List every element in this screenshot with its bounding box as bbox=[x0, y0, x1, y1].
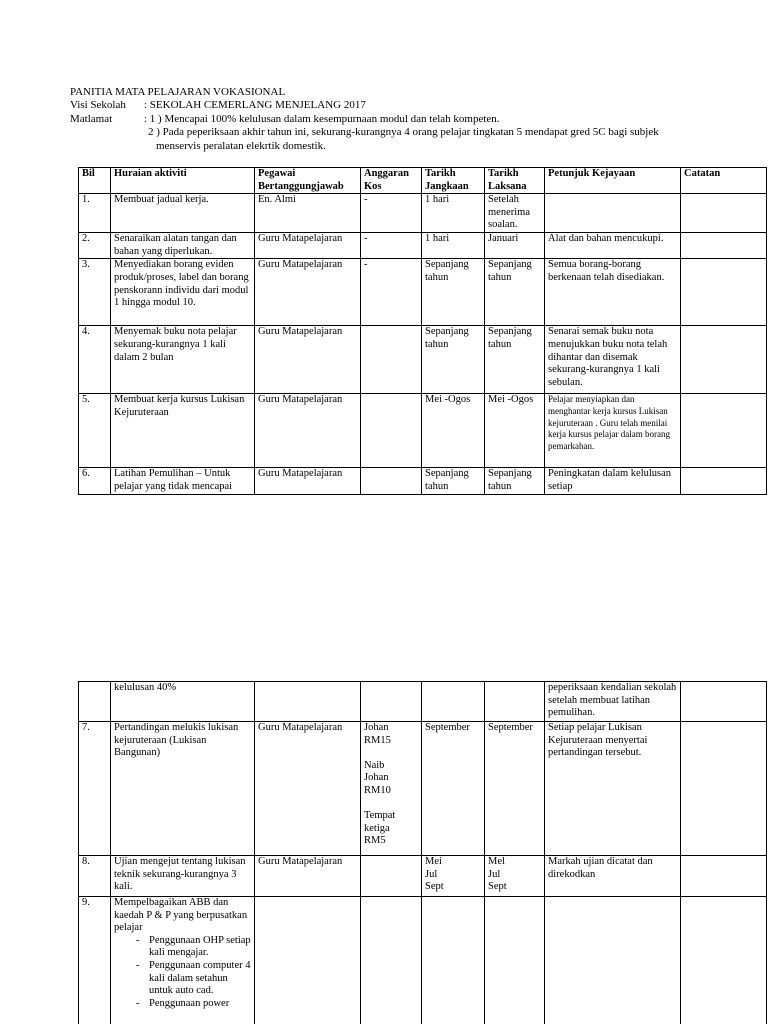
committee-title bbox=[70, 86, 746, 99]
cell-catatan bbox=[681, 394, 767, 468]
cell-jangkaan: Sepanjang tahun bbox=[422, 468, 485, 495]
cell-bil: 8. bbox=[79, 856, 111, 897]
table-row bbox=[79, 326, 767, 394]
col-header-catatan: Catatan bbox=[681, 168, 767, 194]
cell-laksana: Mel Jul Sept bbox=[485, 856, 545, 897]
cell-laksana bbox=[485, 682, 545, 722]
cell-catatan bbox=[681, 326, 767, 394]
cell-laksana: September bbox=[485, 722, 545, 856]
cell-anggaran: - bbox=[361, 194, 422, 233]
cell-anggaran: Johan RM15 Naib Johan RM10 Tempat ketiga RM5 bbox=[361, 722, 422, 856]
cell-petunjuk bbox=[545, 194, 681, 233]
cell-jangkaan bbox=[422, 897, 485, 1024]
activity-table bbox=[78, 167, 767, 495]
cell-huraian: Membuat jadual kerja. bbox=[111, 194, 255, 233]
col-header-anggaran: Anggaran Kos bbox=[361, 168, 422, 194]
table-header-row bbox=[79, 168, 767, 194]
table-row bbox=[79, 722, 767, 856]
cell-jangkaan: Mei -Ogos bbox=[422, 394, 485, 468]
cell-jangkaan: 1 hari bbox=[422, 194, 485, 233]
cell-anggaran bbox=[361, 468, 422, 495]
cell-catatan bbox=[681, 722, 767, 856]
cell-bil: 7. bbox=[79, 722, 111, 856]
cell-huraian-text: Mempelbagaikan ABB dan kaedah P & P yang berpusatkan pelajar bbox=[114, 897, 248, 934]
cell-huraian bbox=[111, 897, 255, 1024]
cell-bil: 5. bbox=[79, 394, 111, 468]
cell-anggaran: - bbox=[361, 233, 422, 259]
table-row bbox=[79, 194, 767, 233]
cell-huraian: Pertandingan melukis lukisan kejuruteraan (Lukisan Bangunan) bbox=[111, 722, 255, 856]
cell-bil bbox=[79, 682, 111, 722]
activity-table-continued bbox=[78, 681, 767, 1024]
visi-label: Visi Sekolah bbox=[70, 99, 126, 112]
table-row bbox=[79, 682, 767, 722]
cell-catatan bbox=[681, 468, 767, 495]
cell-bil: 4. bbox=[79, 326, 111, 394]
col-header-jangkaan: Tarikh Jangkaan bbox=[422, 168, 485, 194]
cell-bil: 3. bbox=[79, 259, 111, 326]
cell-catatan bbox=[681, 194, 767, 233]
cell-laksana: Sepanjang tahun bbox=[485, 326, 545, 394]
cell-laksana: Setelah menerima soalan. bbox=[485, 194, 545, 233]
committee-title-text: PANITIA MATA PELAJARAN VOKASIONAL bbox=[70, 86, 286, 98]
cell-petunjuk: Senarai semak buku nota menujukkan buku nota telah dihantar dan disemak sekurang-kurangnya 1 kali sebulan. bbox=[545, 326, 681, 394]
list-item: - Penggunaan OHP setiap kali mengajar. bbox=[136, 935, 251, 960]
cell-pegawai: Guru Matapelajaran bbox=[255, 394, 361, 468]
cell-petunjuk: Peningkatan dalam kelulusan setiap bbox=[545, 468, 681, 495]
visi-value: : SEKOLAH CEMERLANG MENJELANG 2017 bbox=[144, 99, 366, 112]
matlamat-1: : 1 ) Mencapai 100% kelulusan dalam kesempurnaan modul dan telah kompeten. bbox=[144, 112, 500, 125]
cell-huraian: Menyemak buku nota pelajar sekurang-kurangnya 1 kali dalam 2 bulan bbox=[111, 326, 255, 394]
cell-pegawai: Guru Matapelajaran bbox=[255, 259, 361, 326]
cell-jangkaan: Sepanjang tahun bbox=[422, 326, 485, 394]
cell-anggaran bbox=[361, 897, 422, 1024]
cell-bil: 2. bbox=[79, 233, 111, 259]
cell-huraian: Latihan Pemulihan – Untuk pelajar yang tidak mencapai bbox=[111, 468, 255, 495]
document-header bbox=[70, 86, 746, 153]
col-header-petunjuk: Petunjuk Kejayaan bbox=[545, 168, 681, 194]
cell-laksana: Sepanjang tahun bbox=[485, 259, 545, 326]
cell-huraian: kelulusan 40% bbox=[111, 682, 255, 722]
cell-bil: 6. bbox=[79, 468, 111, 495]
cell-jangkaan: 1 hari bbox=[422, 233, 485, 259]
table-row bbox=[79, 856, 767, 897]
cell-pegawai: Guru Matapelajaran bbox=[255, 326, 361, 394]
table-row bbox=[79, 394, 767, 468]
cell-jangkaan: September bbox=[422, 722, 485, 856]
matlamat-2b: menservis peralatan elekrtik domestik. bbox=[156, 139, 326, 152]
cell-laksana: Januari bbox=[485, 233, 545, 259]
table-row bbox=[79, 233, 767, 259]
matlamat-label: Matlamat bbox=[70, 112, 113, 125]
col-header-pegawai: Pegawai Bertanggungjawab bbox=[255, 168, 361, 194]
cell-petunjuk: Alat dan bahan mencukupi. bbox=[545, 233, 681, 259]
cell-jangkaan bbox=[422, 682, 485, 722]
cell-pegawai: Guru Matapelajaran bbox=[255, 233, 361, 259]
visi-row bbox=[70, 99, 746, 112]
cell-laksana: Mei -Ogos bbox=[485, 394, 545, 468]
cell-anggaran bbox=[361, 394, 422, 468]
cell-petunjuk: Semua borang-borang berkenaan telah disediakan. bbox=[545, 259, 681, 326]
cell-petunjuk: Markah ujian dicatat dan direkodkan bbox=[545, 856, 681, 897]
cell-pegawai: En. Almi bbox=[255, 194, 361, 233]
matlamat-row bbox=[70, 113, 746, 126]
col-header-huraian: Huraian aktiviti bbox=[111, 168, 255, 194]
cell-catatan bbox=[681, 682, 767, 722]
cell-laksana: Sepanjang tahun bbox=[485, 468, 545, 495]
cell-huraian: Ujian mengejut tentang lukisan teknik sekurang-kurangnya 3 kali. bbox=[111, 856, 255, 897]
table-row bbox=[79, 259, 767, 326]
cell-bil: 1. bbox=[79, 194, 111, 233]
cell-pegawai: Guru Matapelajaran bbox=[255, 856, 361, 897]
cell-catatan bbox=[681, 856, 767, 897]
sub-item-list bbox=[114, 935, 251, 1011]
cell-catatan bbox=[681, 259, 767, 326]
cell-petunjuk bbox=[545, 897, 681, 1024]
cell-anggaran bbox=[361, 856, 422, 897]
col-header-laksana: Tarikh Laksana bbox=[485, 168, 545, 194]
cell-huraian: Membuat kerja kursus Lukisan Kejuruteraan bbox=[111, 394, 255, 468]
cell-pegawai bbox=[255, 897, 361, 1024]
cell-petunjuk: peperiksaan kendalian sekolah setelah membuat latihan pemulihan. bbox=[545, 682, 681, 722]
cell-petunjuk: Setiap pelajar Lukisan Kejuruteraan menyertai pertandingan tersebut. bbox=[545, 722, 681, 856]
cell-jangkaan: Mei Jul Sept bbox=[422, 856, 485, 897]
cell-pegawai: Guru Matapelajaran bbox=[255, 722, 361, 856]
cell-jangkaan: Sepanjang tahun bbox=[422, 259, 485, 326]
list-item: - Penggunaan computer 4 kali dalam setahun untuk auto cad. bbox=[136, 960, 251, 998]
cell-laksana bbox=[485, 897, 545, 1024]
cell-anggaran bbox=[361, 682, 422, 722]
list-item: - Penggunaan power bbox=[136, 998, 251, 1011]
matlamat-2a: 2 ) Pada peperiksaan akhir tahun ini, sekurang-kurangnya 4 orang pelajar tingkatan 5 mendapat gred 5C bagi subjek bbox=[148, 126, 659, 139]
cell-catatan bbox=[681, 233, 767, 259]
cell-huraian: Senaraikan alatan tangan dan bahan yang diperlukan. bbox=[111, 233, 255, 259]
cell-anggaran bbox=[361, 326, 422, 394]
cell-huraian: Menyediakan borang eviden produk/proses, label dan borang penskorann individu dari modul 1 hingga modul 10. bbox=[111, 259, 255, 326]
cell-catatan bbox=[681, 897, 767, 1024]
cell-bil: 9. bbox=[79, 897, 111, 1024]
document-page-2 bbox=[0, 520, 768, 1024]
col-header-bil: Bil bbox=[79, 168, 111, 194]
table-row bbox=[79, 468, 767, 495]
table-row bbox=[79, 897, 767, 1024]
cell-petunjuk: Pelajar menyiapkan dan menghantar kerja kursus Lukisan kejuruteraan . Guru telah menilai kerja kursus pelajar dalam borang pemarkahan. bbox=[545, 394, 681, 468]
cell-pegawai: Guru Matapelajaran bbox=[255, 468, 361, 495]
cell-pegawai bbox=[255, 682, 361, 722]
cell-anggaran: - bbox=[361, 259, 422, 326]
